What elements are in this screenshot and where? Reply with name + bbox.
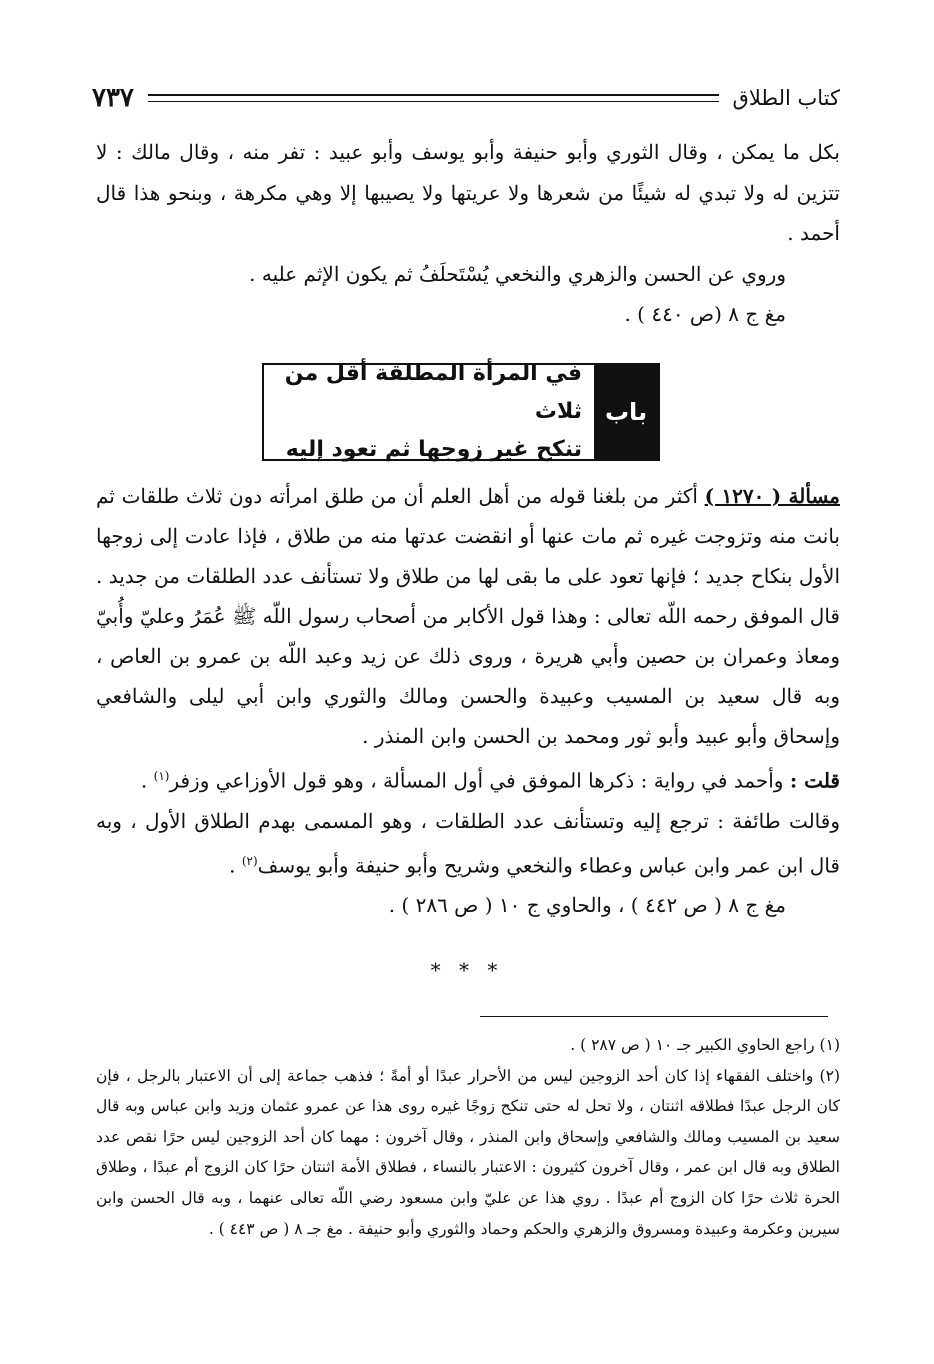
comment-end: .: [140, 768, 154, 793]
comment-label: قلت :: [789, 768, 840, 793]
page-number: ٧٣٧: [92, 83, 134, 113]
chapter-running-title: كتاب الطلاق: [732, 86, 840, 110]
issue-label: مسألة ( ١٢٧٠ ): [704, 484, 840, 508]
footnote-marker-1: (١): [153, 769, 170, 783]
header-rule: [148, 94, 719, 102]
running-header: [92, 78, 840, 118]
chapter-title: [264, 361, 594, 462]
issue-section: [96, 476, 840, 925]
opinion-paragraph: [96, 801, 840, 886]
chapter-title-line-1: في المرأة المطلقة أقل من ثلاث: [284, 361, 582, 424]
intro-paragraph: بكل ما يمكن ، وقال الثوري وأبو حنيفة وأبو يوسف وأبو عبيد : تفر منه ، وقال مالك : لا تتزين له ولا تبدي له شيئًا من شعرها ولا عريتها ولا يصيبها إلا وهي مكرهة ، وبنحو هذا قال أحمد .: [96, 140, 841, 245]
footnote-rule: [480, 1016, 828, 1017]
section-separator: * * *: [430, 958, 504, 982]
intro-reference: مغ ج ٨ (ص ٤٤٠ ) .: [624, 302, 786, 326]
issue-text: أكثر من بلغنا قوله من أهل العلم أن من طلق امرأته دون ثلاث طلقات ثم بانت منه وتزوجت غيره ثم مات عنها أو انقضت عدتها منه من طلاق ، فإذا عادت إلى زوجها الأول بنكاح جديد ؛ فإنها تعود على ما بقى لها من طلاق ولا تستأنف عدد الطلقات من جديد . قال الموفق رحمه اللّه تعالى : وهذا قول الأكابر من أصحاب رسول اللّه ﷺ عُمَرُ وعليّ وأُبيّ ومعاذ وعمران بن حصين وأبي هريرة ، وروى ذلك عن زيد وعبد اللّه بن عمرو بن العاص ، وبه قال سعيد بن المسيب وعبيدة والحسن ومالك والثوري وابن أبي ليلى والشافعي وإسحاق وأبو عبيد وأبو ثور ومحمد بن الحسن وابن المنذر .: [96, 484, 841, 748]
chapter-title-line-2: تنكح غير زوجها ثم تعود إليه: [285, 437, 582, 462]
footnote-marker-2: (٢): [241, 853, 258, 868]
issue-paragraph: [96, 476, 840, 756]
section-reference: مغ ج ٨ ( ص ٤٤٢ ) ، والحاوي ج ١٠ ( ص ٢٨٦ ) .: [388, 893, 786, 918]
chapter-heading-box: [262, 363, 660, 461]
footnotes: [96, 1030, 840, 1244]
comment-text: وأحمد في رواية : ذكرها الموفق في أول المسألة ، وهو قول الأوزاعي وزفر: [169, 768, 790, 793]
intro-text: [96, 132, 840, 335]
chapter-label: باب: [594, 365, 658, 459]
intro-paragraph-2: وروي عن الحسن والزهري والنخعي يُسْتَحلَفُ ثم يكون الإثم عليه .: [249, 261, 786, 286]
opinion-text: وقالت طائفة : ترجع إليه وتستأنف عدد الطلقات ، وهو المسمى بهدم الطلاق الأول ، وبه قال ابن عمر وابن عباس وعطاء والنخعي وشريح وأبو حنيفة وأبو يوسف: [96, 808, 840, 878]
footnote-2: (٢) واختلف الفقهاء إذا كان أحد الزوجين ليس من الأحرار عبدًا أو أمةً ؛ فذهب جماعة إلى أن الاعتبار بالرجل ، فإن كان الرجل عبدًا فطلاقه اثنتان ، ولا تحل له حتى تنكح زوجًا غيره روى هذا عن عمرو عثمان وزيد وابن عباس وبه قال سعيد بن المسيب ومالك والشافعي وإسحاق وابن المنذر ، وقال آخرون : مهما كان أحد الزوجين ليس حرًا نقص عدد الطلاق وبه قال ابن عمر ، وقال آخرون كثيرون : الاعتبار بالنساء ، فطلاق الأمة اثنتان حرًا كان الزوج أم عبدًا ، وطلاق الحرة ثلاث حرًا كان الزوج أم عبدًا . روي هذا عن عليّ وابن مسعود رضي اللّه تعالى عنهما ، وبه قال الحسن وابن سيرين وعكرمة وعبيدة ومسروق والزهري والحكم وحماد والثوري وأبو حنيفة . مغ جـ ٨ ( ص ٤٤٣ ) .: [96, 1066, 840, 1238]
comment-paragraph: [96, 756, 840, 801]
footnote-1: (١) راجع الحاوي الكبير جـ ١٠ ( ص ٢٨٧ ) .: [570, 1036, 840, 1054]
opinion-end: .: [229, 853, 242, 878]
